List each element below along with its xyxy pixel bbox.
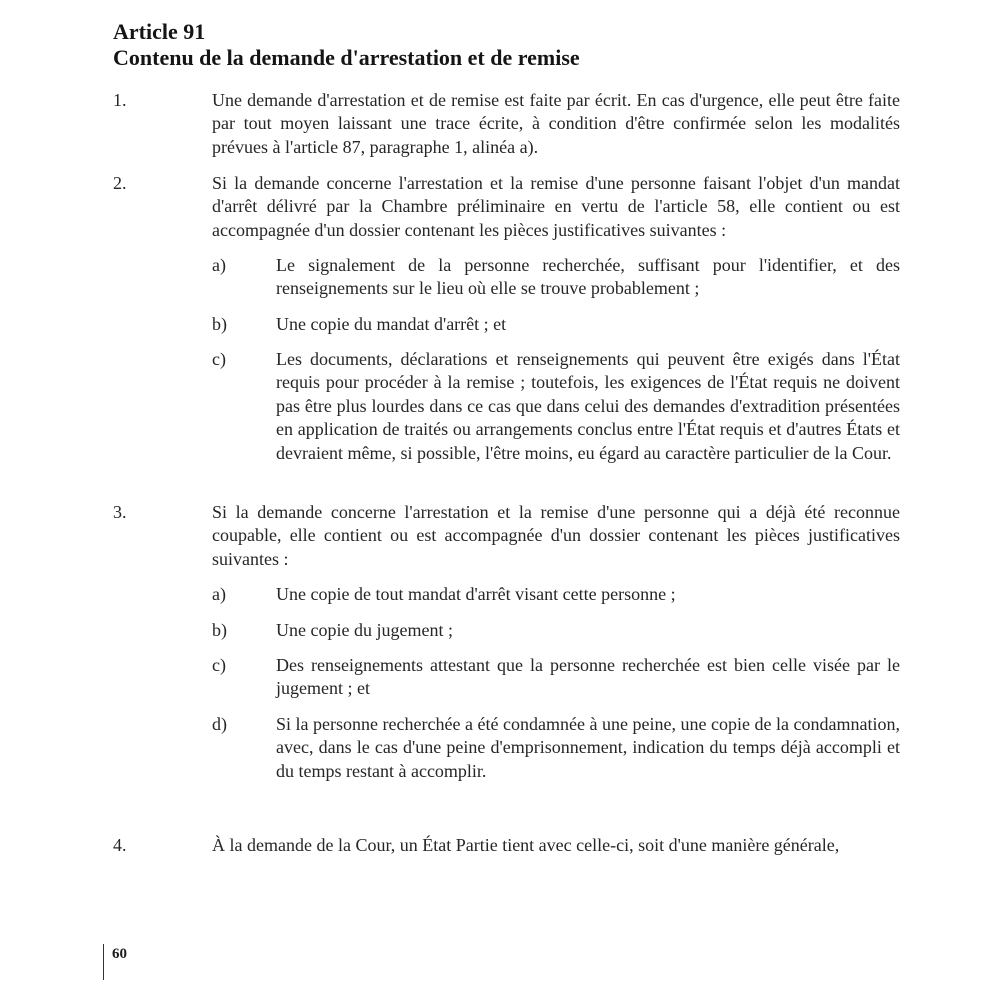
paragraph-1-number: 1. [113,90,127,110]
paragraph-3-item-c-text: Des renseignements attestant que la personne recherchée est bien celle visée par le jugement ; et [276,655,900,699]
paragraph-2-text: Si la demande concerne l'arrestation et la remise d'une personne faisant l'objet d'un mandat d'arrêt délivré par la Chambre préliminaire en vertu de l'article 58, elle contient ou est accompagnée d'un dossier contenant les pièces justificatives suivantes : [212,173,900,240]
paragraph-4-text: À la demande de la Cour, un État Partie tient avec celle-ci, soit d'une manière générale, [212,835,840,855]
paragraph-2-item-a-text: Le signalement de la personne recherchée, suffisant pour l'identifier, et des renseignements sur le lieu où elle se trouve probablement ; [276,255,900,299]
paragraph-3-item-b-letter: b) [212,620,227,640]
paragraph-1-text: Une demande d'arrestation et de remise est faite par écrit. En cas d'urgence, elle peut être faite par tout moyen laissant une trace écrite, à condition d'être confirmée selon les modalités prévues à l'article 87, paragraphe 1, alinéa a). [212,90,900,157]
paragraph-3-item-c-letter: c) [212,655,226,675]
paragraph-2-item-c-letter: c) [212,349,226,369]
paragraph-3-number: 3. [113,502,127,522]
paragraph-3-item-d-letter: d) [212,714,227,734]
footer-rule [103,944,104,980]
paragraph-3-item-b-text: Une copie du jugement ; [276,620,453,640]
article-heading [113,19,913,71]
paragraph-2-item-b-letter: b) [212,314,227,334]
article-title: Contenu de la demande d'arrestation et de remise [113,45,580,70]
paragraph-2-item-b-text: Une copie du mandat d'arrêt ; et [276,314,507,334]
paragraph-3-item-a-text: Une copie de tout mandat d'arrêt visant cette personne ; [276,584,676,604]
paragraph-2-number: 2. [113,173,127,193]
paragraph-2-item-c-text: Les documents, déclarations et renseignements qui peuvent être exigés dans l'État requis pour procéder à la remise ; toutefois, les exigences de l'État requis ne doivent pas être plus lourdes dans ce cas que dans celui des demandes d'extradition présentées en application de traités ou arrangements conclus entre l'État requis et d'autres États et devraient même, si possible, l'être moins, eu égard au caractère particulier de la Cour. [276,349,900,463]
paragraph-3-item-d-text: Si la personne recherchée a été condamnée à une peine, une copie de la condamnation, avec, dans le cas d'une peine d'emprisonnement, indication du temps déjà accompli et du temps restant à accomplir. [276,714,900,781]
article-number: Article 91 [113,19,206,44]
paragraph-3-text: Si la demande concerne l'arrestation et la remise d'une personne qui a déjà été reconnue coupable, elle contient ou est accompagnée d'un dossier contenant les pièces justificatives suivantes : [212,502,900,569]
paragraph-3-item-a-letter: a) [212,584,226,604]
page-number: 60 [112,946,127,962]
paragraph-2-item-a-letter: a) [212,255,226,275]
paragraph-4-number: 4. [113,835,127,855]
